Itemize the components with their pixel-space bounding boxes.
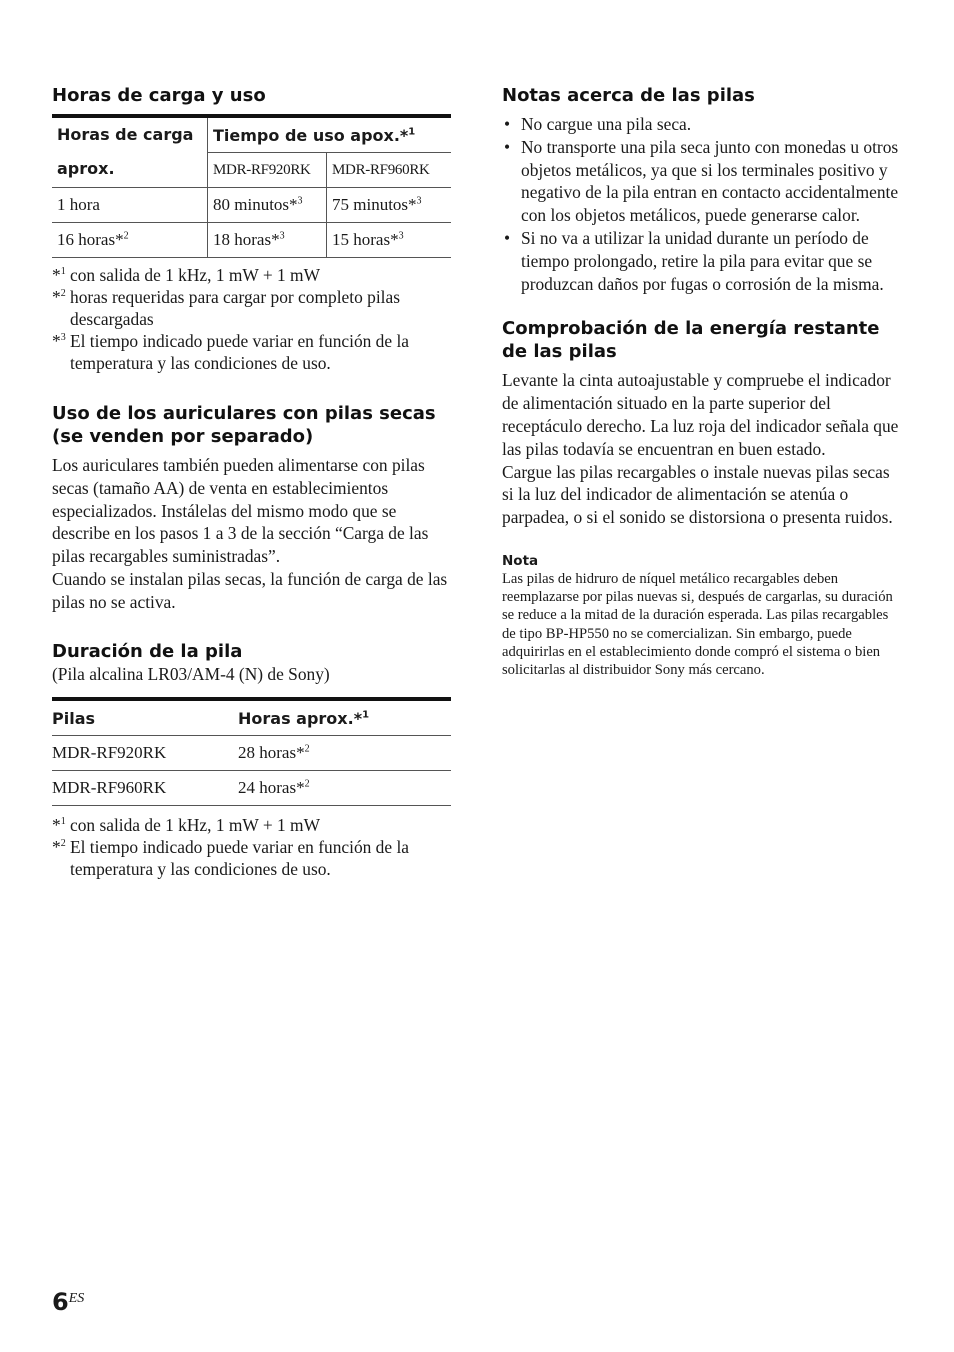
duration-table [52,697,451,806]
table-row [52,736,451,771]
left-column [52,84,451,880]
dry-batteries-body [52,454,451,614]
use-time-920-cell: 80 minutos*$^3$ [208,188,327,223]
model-header-960: MDR-RF960RK [327,153,452,188]
bullet-icon: • [504,136,511,157]
footnote: *$^3$ El tiempo indicado puede variar en función de la temperatura y las condiciones de uso. [52,331,409,373]
footnote: *$^1$ con salida de 1 kHz, 1 mW + 1 mW [52,265,320,285]
hours-cell: 28 horas*$^2$ [238,736,451,771]
use-time-920-cell: 18 horas*$^3$ [208,223,327,258]
charge-hours-cell: 1 hora [52,188,208,223]
page-number: $6^{ES}$ [52,1288,85,1316]
paragraph: Levante la cinta autoajustable y compruebe el indicador de alimentación situado en la parte superior del receptáculo derecho. La luz roja del indicador señala que las pilas todavía se encuentran en buen estado. [502,370,899,459]
notes-heading: Notas acerca de las pilas [502,85,755,106]
charge-col1-header: Horas de carga aprox. [52,116,208,188]
language-suffix: ES [68,1291,85,1306]
model-cell: MDR-RF920RK [52,736,238,771]
model-cell: MDR-RF960RK [52,771,238,806]
footnote: *$^2$ El tiempo indicado puede variar en función de la temperatura y las condiciones de uso. [52,837,409,880]
duration-col2-header: Horas aprox.*$^1$ [238,699,451,736]
charge-col2-header: Tiempo de uso apox.*$^1$ [208,116,452,153]
list-item: • No cargue una pila seca. [504,114,692,134]
table-row [52,223,451,258]
charge-table [52,114,451,258]
charge-hours-cell: 16 horas*$^2$ [52,223,208,258]
list-item: • Si no va a utilizar la unidad durante un período de tiempo prolongado, retire la pila para evitar que se produzcan daños por fugas o corrosión de la misma. [504,227,884,294]
footnote: *$^1$ con salida de 1 kHz, 1 mW + 1 mW [52,815,320,836]
right-column [502,84,902,679]
paragraph: Los auriculares también pueden alimentarse con pilas secas (tamaño AA) de venta en establecimientos especializados. Instálelas del mismo modo que se describe en los pasos 1 a 3 de la sección “Carga de las pilas recargables suministradas”. [52,455,429,567]
bullet-icon: • [504,227,511,248]
duration-footnotes [52,814,451,880]
table-row [52,771,451,806]
notes-list [502,113,902,295]
check-heading: Comprobación de la energía restante de las pilas [502,318,880,363]
charge-footnotes [52,264,451,374]
charge-heading: Horas de carga y uso [52,85,266,106]
model-header-920: MDR-RF920RK [208,153,327,188]
duration-col1-header: Pilas [52,699,238,736]
paragraph: Cuando se instalan pilas secas, la función de carga de las pilas no se activa. [52,568,448,612]
nota-heading: Nota [502,552,539,569]
list-item: • No transporte una pila seca junto con monedas u otros objetos metálicos, ya que si los terminales positivo y negativo de la pila entran en contacto accidentalmente con los objetos metálicos, puede generarse calor. [504,136,899,226]
paragraph: Cargue las pilas recargables o instale nuevas pilas secas si la luz del indicador de alimentación se atenúa o parpadea, o si el sonido se distorsiona o presenta ruidos. [502,461,893,528]
table-row [52,188,451,223]
dry-batteries-heading: Uso de los auriculares con pilas secas (se venden por separado) [52,403,436,447]
duration-subtitle: (Pila alcalina LR03/AM-4 (N) de Sony) [52,663,330,684]
hours-cell: 24 horas*$^2$ [238,771,451,806]
nota-block [502,553,902,679]
use-time-960-cell: 15 horas*$^3$ [327,223,452,258]
use-time-960-cell: 75 minutos*$^3$ [327,188,452,223]
duration-heading: Duración de la pila [52,640,243,662]
nota-text: Las pilas de hidruro de níquel metálico recargables deben reemplazarse por pilas nuevas si, después de cargarlas, su duración se reduce a la mitad de la duración esperada. Las pilas recargables de tipo BP-HP550 no se comercializan. Sin embargo, puede adquirirlas en el establecimiento donde compró el sistema o bien solicitarlas al distribuidor Sony más cercano. [502,570,893,678]
bullet-icon: • [504,114,511,134]
check-body [502,369,902,529]
footnote: *$^2$ horas requeridas para cargar por completo pilas descargadas [52,287,400,329]
